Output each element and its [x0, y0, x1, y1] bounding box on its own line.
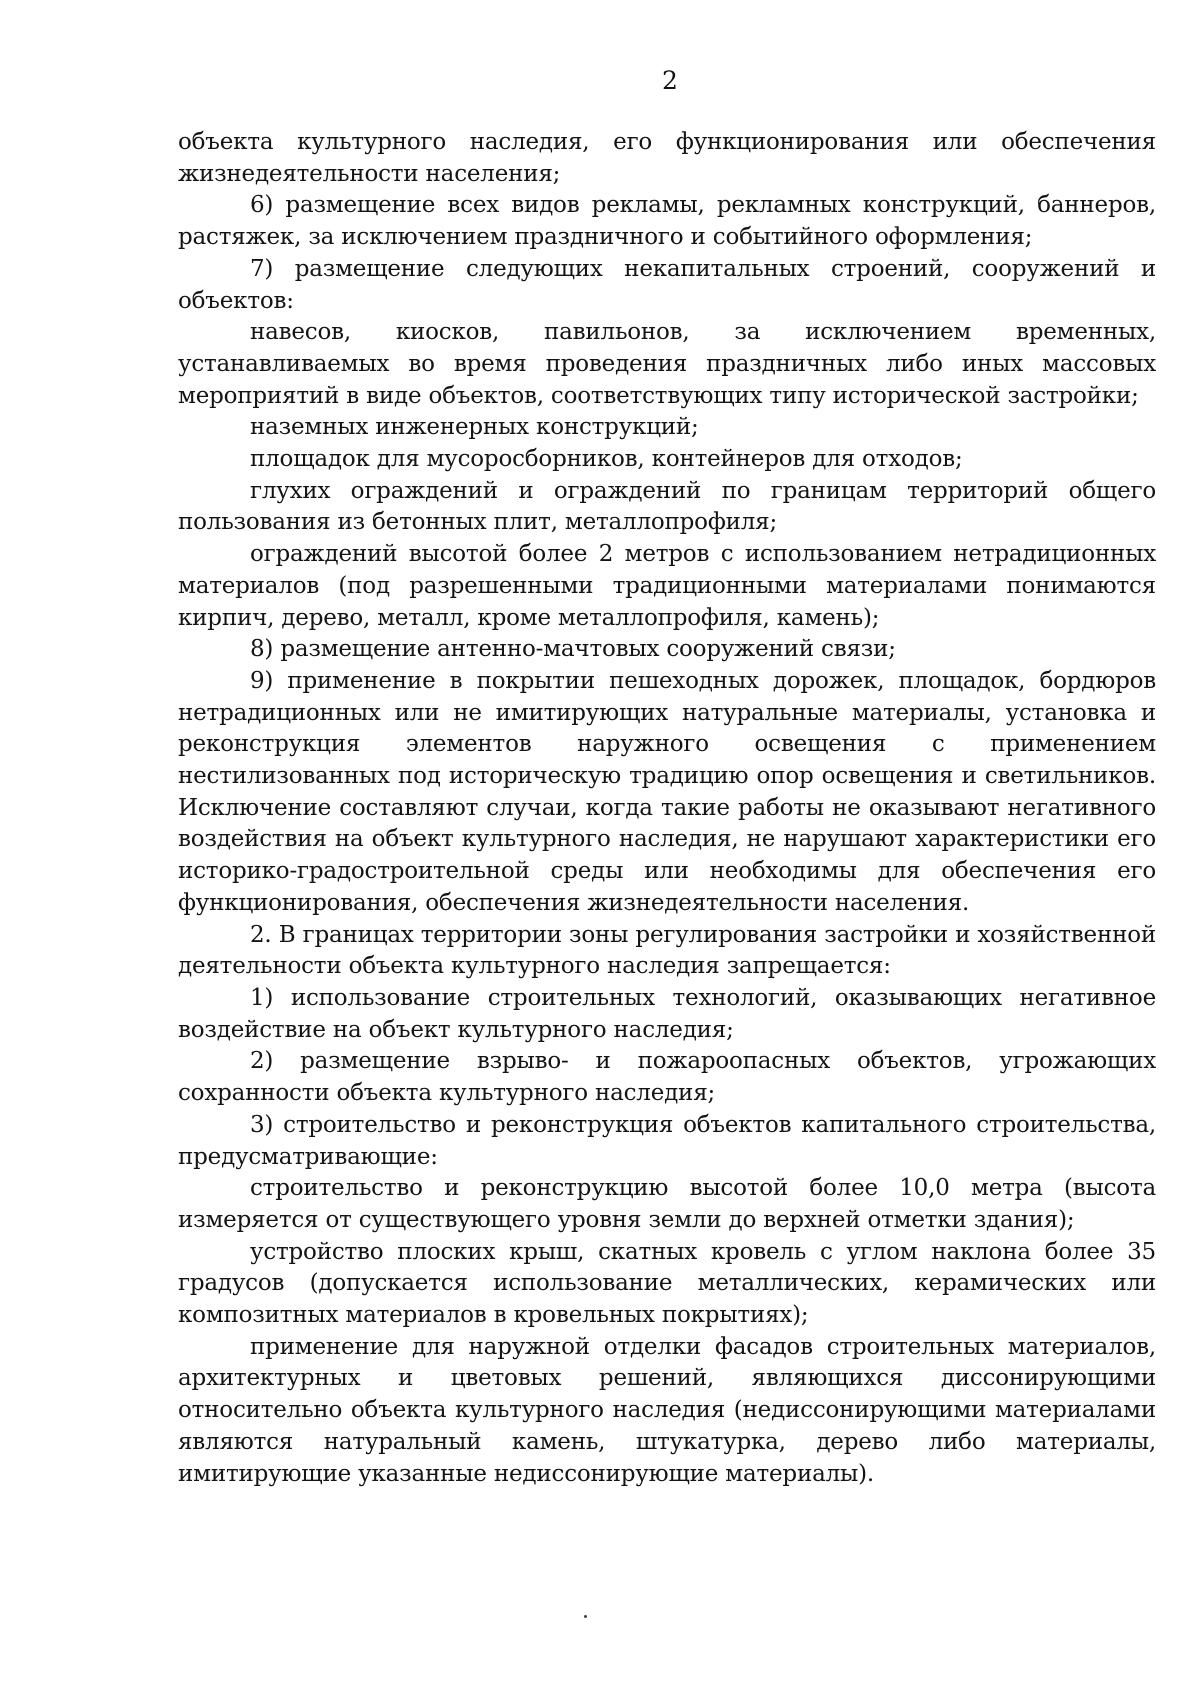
paragraph: 2. В границах территории зоны регулирования застройки и хозяйственной деятельности объекта культурного наследия запрещается: — [178, 921, 1156, 980]
paragraph: объекта культурного наследия, его функционирования или обеспечения жизнедеятельности населения; — [178, 129, 1156, 187]
paragraph: 8) размещение антенно-мачтовых сооружений связи; — [250, 636, 896, 663]
paragraph: наземных инженерных конструкций; — [250, 414, 699, 441]
paragraph: строительство и реконструкцию высотой более 10,0 метра (высота измеряется от существующего уровня земли до верхней отметки здания); — [178, 1175, 1156, 1233]
page-number: 2 — [662, 66, 678, 95]
paragraph: навесов, киосков, павильонов, за исключением временных, устанавливаемых во время проведения праздничных либо иных массовых мероприятий в виде объектов, соответствующих типу исторической застройки; — [178, 319, 1156, 409]
paragraph: площадок для мусоросборников, контейнеров для отходов; — [250, 446, 963, 473]
paragraph: 3) строительство и реконструкция объектов капитального строительства, предусматривающие: — [178, 1111, 1156, 1170]
paragraph: 1) использование строительных технологий, оказывающих негативное воздействие на объект культурного наследия; — [178, 984, 1156, 1043]
scan-speck — [584, 1615, 587, 1618]
paragraph: 9) применение в покрытии пешеходных дорожек, площадок, бордюров нетрадиционных или не имитирующих натуральные материалы, установка и реконструкция элементов наружного освещения с применением нестилизованных под историческую традицию опор освещения и светильников. Исключение составляют случаи, когда такие работы не оказывают негативного воздействия на объект культурного наследия, не нарушают характеристики его историко-градостроительной среды или необходимы для обеспечения его функционирования, обеспечения жизнедеятельности населения. — [178, 667, 1156, 916]
paragraph: 7) размещение следующих некапитальных строений, сооружений и объектов: — [178, 255, 1156, 314]
paragraph: 2) размещение взрыво- и пожароопасных объектов, угрожающих сохранности объекта культурного наследия; — [178, 1048, 1156, 1107]
document-body — [178, 127, 1156, 1490]
paragraph: глухих ограждений и ограждений по границам территорий общего пользования из бетонных плит, металлопрофиля; — [178, 477, 1156, 536]
paragraph: ограждений высотой более 2 метров с использованием нетрадиционных материалов (под разрешенными традиционными материалами понимаются кирпич, дерево, металл, кроме металлопрофиля, камень); — [178, 541, 1156, 631]
paragraph: устройство плоских крыш, скатных кровель с углом наклона более 35 градусов (допускается использование металлических, керамических или композитных материалов в кровельных покрытиях); — [178, 1238, 1156, 1329]
paragraph: применение для наружной отделки фасадов строительных материалов, архитектурных и цветовых решений, являющихся диссонирующими относительно объекта культурного наследия (недиссонирующими материалами являются натуральный камень, штукатурка, дерево либо материалы, имитирующие указанные недиссонирующие материалы). — [178, 1333, 1156, 1487]
paragraph: 6) размещение всех видов рекламы, рекламных конструкций, баннеров, растяжек, за исключением праздничного и событийного оформления; — [178, 192, 1156, 251]
